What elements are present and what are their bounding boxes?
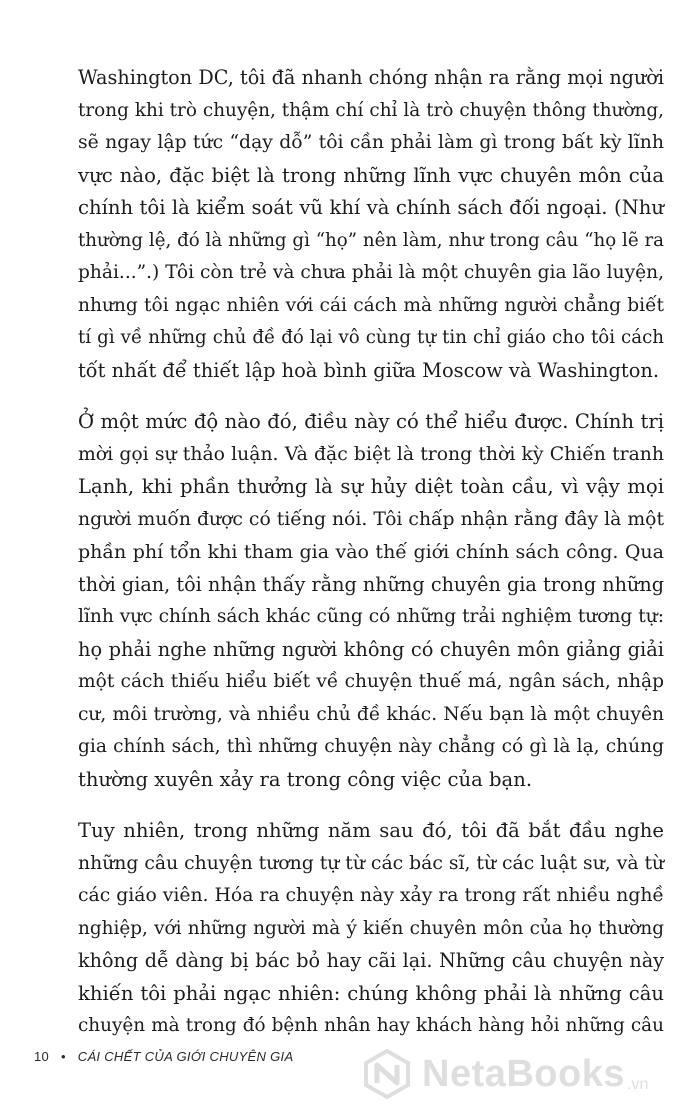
watermark — [362, 1044, 692, 1104]
text-line: sẽ ngay lập tức “dạy dỗ” tôi cần phải làm gì trong bất kỳ lĩnh — [78, 132, 664, 153]
text-line: vực nào, đặc biệt là trong những lĩnh vực chuyên môn của — [78, 163, 664, 187]
text-line: người muốn được có tiếng nói. Tôi chấp nhận rằng đây là một — [78, 508, 664, 530]
text-line: nghiệp, với những người mà ý kiến chuyên môn của họ thường — [78, 917, 664, 939]
text-line: nhưng tôi ngạc nhiên với cái cách mà những người chẳng biết — [78, 294, 664, 316]
text-line: trong khi trò chuyện, thậm chí chỉ là trò chuyện thông thường, — [78, 99, 664, 121]
text-line: tốt nhất để thiết lập hoà bình giữa Moscow và Washington. — [78, 358, 660, 382]
text-line: tí gì về những chủ đề đó lại vô cùng tự tin chỉ giáo cho tôi cách — [78, 327, 664, 348]
paragraph-gap — [78, 796, 664, 815]
page-footer — [34, 1049, 293, 1064]
text-line: cư, môi trường, và nhiều chủ đề khác. Nếu bạn là một chuyên — [78, 703, 664, 725]
text-line: những câu chuyện tương tự từ các bác sĩ, từ các luật sư, và từ — [78, 852, 665, 874]
text-line: thường xuyên xảy ra trong công việc của bạn. — [78, 767, 533, 791]
text-line: họ phải nghe những người không có chuyên môn giảng giải — [78, 637, 664, 661]
netabooks-logo-icon — [362, 1049, 412, 1099]
text-line: Tuy nhiên, trong những năm sau đó, tôi đã bắt đầu nghe — [78, 819, 664, 842]
text-line: Ở một mức độ nào đó, điều này có thể hiểu được. Chính trị — [78, 410, 664, 433]
text-line: Lạnh, khi phần thưởng là sự hủy diệt toàn cầu, vì vậy mọi — [78, 475, 664, 498]
text-line: mời gọi sự thảo luận. Và đặc biệt là trong thời kỳ Chiến tranh — [78, 443, 664, 465]
text-line: Washington DC, tôi đã nhanh chóng nhận ra rằng mọi người — [78, 66, 664, 89]
paragraph — [78, 62, 664, 387]
running-title: CÁI CHẾT CỦA GIỚI CHUYÊN GIA — [77, 1049, 294, 1064]
text-line: chuyện mà trong đó bệnh nhân hay khách hàng hỏi những câu — [78, 1015, 664, 1036]
text-line: gia chính sách, thì những chuyện này chẳng có gì là lạ, chúng — [78, 736, 664, 757]
text-line: khiến tôi phải ngạc nhiên: chúng không phải là những câu — [78, 981, 664, 1005]
text-line: thời gian, tôi nhận thấy rằng những chuyên gia trong những — [78, 572, 664, 596]
text-line: chính tôi là kiểm soát vũ khí và chính sách đối ngoại. (Như — [78, 196, 664, 219]
text-line: thường lệ, đó là những gì “họ” nên làm, như trong câu “họ lẽ ra — [78, 229, 664, 251]
watermark-suffix: .vn — [627, 1076, 649, 1093]
paragraph — [78, 406, 664, 796]
text-line: các giáo viên. Hóa ra chuyện này xảy ra trong rất nhiều nghề — [78, 885, 664, 906]
text-line: một cách thiếu hiểu biết về chuyện thuế má, ngân sách, nhập — [78, 671, 664, 692]
text-line: không dễ dàng bị bác bỏ hay cãi lại. Những câu chuyện này — [78, 949, 664, 972]
paragraph-gap — [78, 387, 664, 406]
footer-separator: • — [60, 1049, 66, 1064]
text-line: lĩnh vực chính sách khác cũng có những trải nghiệm tương tự: — [78, 606, 664, 627]
page-number: 10 — [34, 1049, 50, 1064]
body-text — [78, 62, 664, 1043]
text-line: phần phí tổn khi tham gia vào thế giới chính sách công. Qua — [78, 541, 664, 563]
paragraph — [78, 815, 664, 1043]
text-line: phải...”.) Tôi còn trẻ và chưa phải là một chuyên gia lão luyện, — [78, 262, 664, 283]
watermark-brand: NetaBooks — [422, 1052, 625, 1095]
